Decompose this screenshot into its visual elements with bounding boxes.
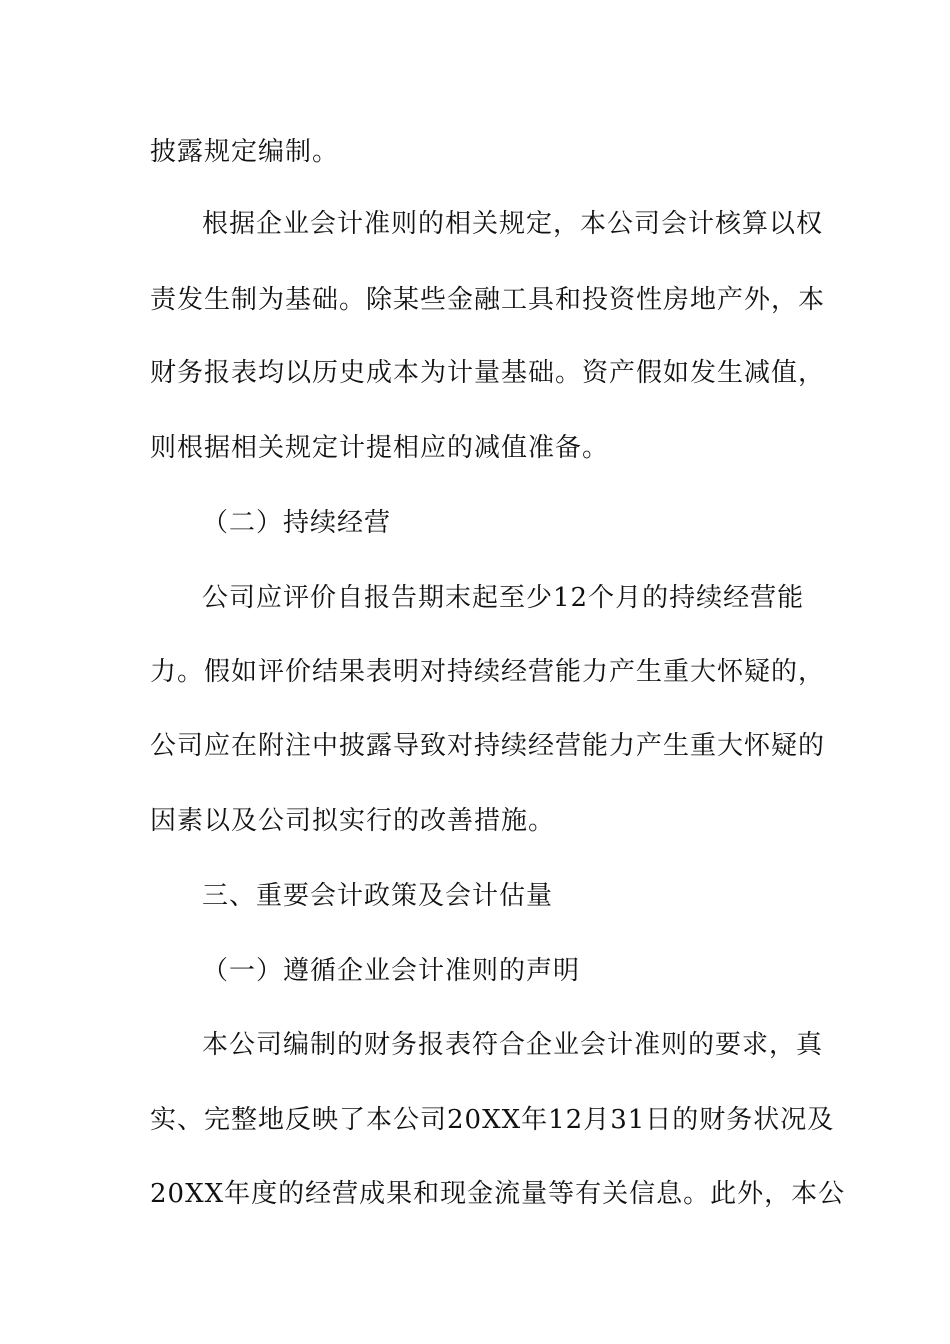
paragraph-line-1: 披露规定编制。 <box>150 137 340 167</box>
section-heading-accounting-policies: 三、重要会计政策及会计估量 <box>202 881 554 911</box>
paragraph-line-2: 根据企业会计准则的相关规定，本公司会计核算以权 <box>202 209 824 239</box>
paragraph-line-10: 本公司编制的财务报表符合企业会计准则的要求，真 <box>202 1030 824 1060</box>
paragraph-line-11: 实、完整地反映了本公司20XX年12月31日的财务状况及 <box>150 1105 835 1135</box>
paragraph-line-7: 力。假如评价结果表明对持续经营能力产生重大怀疑的， <box>150 657 826 687</box>
paragraph-line-8: 公司应在附注中披露导致对持续经营能力产生重大怀疑的 <box>150 731 826 761</box>
paragraph-line-9: 因素以及公司拟实行的改善措施。 <box>150 806 556 836</box>
section-heading-compliance-statement: （一）遵循企业会计准则的声明 <box>202 956 581 986</box>
paragraph-line-5: 则根据相关规定计提相应的减值准备。 <box>150 433 610 463</box>
paragraph-line-12: 20XX年度的经营成果和现金流量等有关信息。此外，本公 <box>150 1179 846 1209</box>
paragraph-line-4: 财务报表均以历史成本为计量基础。资产假如发生减值， <box>150 358 826 388</box>
paragraph-line-3: 责发生制为基础。除某些金融工具和投资性房地产外，本 <box>150 285 826 315</box>
section-heading-going-concern: （二）持续经营 <box>202 508 392 538</box>
paragraph-line-6: 公司应评价自报告期末起至少12个月的持续经营能 <box>202 583 805 613</box>
